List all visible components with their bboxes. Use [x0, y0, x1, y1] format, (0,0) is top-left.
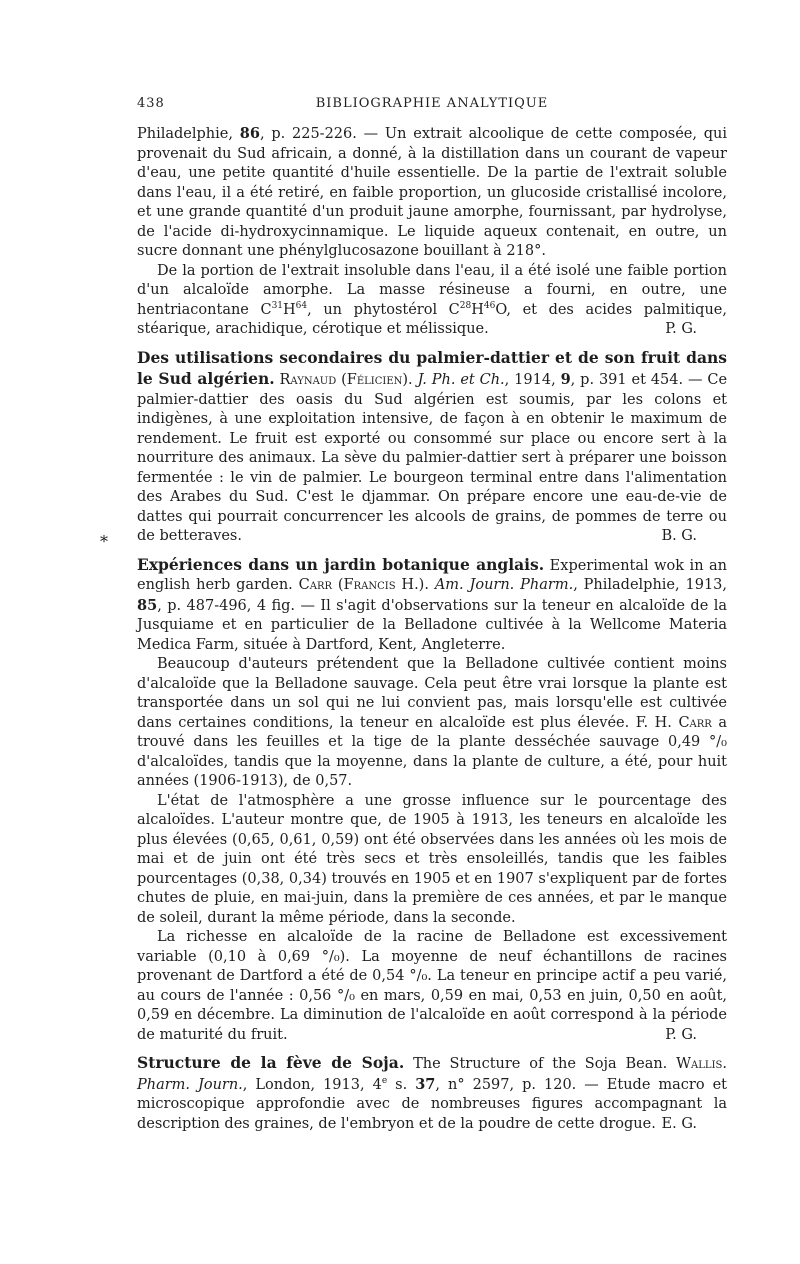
text: s. — [387, 1076, 416, 1093]
paragraph — [137, 262, 727, 340]
paragraph: L'état de l'atmosphère a une grosse influence sur le pourcentage des alcaloïdes. L'auteur montre que, de 1905 à 1913, les teneurs en alcaloïde les plus élevées (0,65, 0,61, 0,59) ont été observées dans les années où les mois de mai et de juin ont été très secs et très ensoleillés, tandis que les faibles pourcentages (0,38, 0,34) trouvés en 1905 et en 1907 s'expliquent par de fortes chutes de pluie, en mai-juin, dans la première de ces années, et par le manque de soleil, durant la même période, dans la seconde. — [137, 792, 727, 926]
text: , London, 1913, 4 — [242, 1076, 382, 1093]
entry-palmier-dattier — [137, 348, 727, 547]
entry-continuation — [137, 124, 727, 340]
journal: Pharm. Journ. — [137, 1076, 243, 1093]
text: , Philadelphie, 1913, — [573, 577, 727, 593]
subscript-number: 28 — [459, 300, 472, 311]
paragraph — [137, 928, 727, 1045]
english-title: The Structure of the Soja Bean. — [404, 1056, 677, 1072]
paragraph — [137, 124, 727, 262]
margin-mark: * — [100, 532, 108, 551]
text: Philadelphie, — [137, 126, 240, 142]
entry-jardin-botanique — [137, 555, 727, 1046]
signature: P. G. — [665, 321, 697, 337]
text: a trouvé dans les feuilles et la tige de la plante desséchée sauvage 0,49 °/₀ d'alcaloïdes, tandis que la moyenne, dans la plante de culture, a été, pour huit années (1906-1913), de 0,57. — [137, 714, 727, 789]
text: , n° 2597, p. 120. — Etude macro et microscopique approfondie avec de nombreuses figures accompagnant la description des graines, de l'embryon et de la poudre de cette drogue. — [137, 1076, 727, 1132]
paragraph — [137, 348, 727, 547]
page-number: 438 — [137, 96, 165, 111]
signature: P. G. — [665, 1026, 697, 1043]
entry-heading: Des utilisations secondaires du palmier-dattier et de son fruit dans le Sud algérien. — [137, 347, 727, 388]
author: Raynaud (Félicien). — [279, 372, 413, 388]
running-title: BIBLIOGRAPHIE ANALYTIQUE — [315, 96, 549, 111]
volume-number: 86 — [239, 125, 260, 142]
entry-feve-soja — [137, 1053, 727, 1134]
paragraph — [137, 1053, 727, 1134]
signature: B. G. — [661, 528, 697, 544]
running-head — [137, 96, 727, 116]
superscript: e — [381, 1075, 388, 1086]
english-title: Experimental wok in an english herb garden. — [137, 557, 728, 593]
text: , p. 487-496, 4 fig. — Il s'agit d'observations sur la teneur en alcaloïde de la Jusquiame et en particulier de la Belladone cultivée à la Wellcome Materia Medica Farm, située à Dartford, Kent, Angleterre. — [137, 597, 727, 653]
text: O, et des acides palmitique, stéarique, arachidique, cérotique et mélissique. — [137, 301, 727, 337]
article-body — [137, 124, 727, 1134]
paragraph — [137, 555, 727, 656]
entry-heading: Structure de la fève de Soja. — [137, 1053, 405, 1072]
text: , 1914, — [504, 372, 556, 388]
text: Beaucoup d'auteurs prétendent que la Belladone cultivée contient moins d'alcaloïde que la Belladone sauvage. Cela peut être vrai lorsque la plante est transportée dans un sol qui ne lui convient pas, mais lorsqu'elle est cultivée dans certaines conditions, la teneur en alcaloïde est plus élevée. F. H. — [137, 656, 727, 731]
entry-heading: Expériences dans un jardin botanique anglais. — [137, 554, 545, 574]
text: , un phytostérol C — [307, 301, 460, 318]
subscript-number: 46 — [483, 300, 496, 311]
volume-number: 85 — [137, 596, 158, 614]
volume-number: 37 — [415, 1075, 436, 1093]
text: De la portion de l'extrait insoluble dans l'eau, il a été isolé une faible portion d'un alcaloïde amorphe. La masse résineuse a fourni, en outre, une hentriacontane C — [137, 262, 727, 318]
text: La richesse en alcaloïde de la racine de Belladone est excessivement variable (0,10 à 0,69 °/₀). La moyenne de neuf échantillons de racines provenant de Dartford a été de 0,54 °/₀. La teneur en principe actif a peu varié, au cours de l'année : 0,56 °/₀ en mars, 0,59 en mai, 0,53 en juin, 0,50 en août, 0,59 en décembre. La diminution de l'alcaloïde en août correspond à la période de maturité du fruit. — [137, 929, 727, 1043]
author: Carr — [678, 714, 712, 731]
paragraph — [137, 655, 727, 792]
subscript-number: 31 — [271, 300, 284, 311]
subscript-number: 64 — [295, 300, 308, 311]
journal: J. Ph. et Ch. — [417, 372, 505, 388]
signature: E. G. — [661, 1115, 697, 1132]
author: Wallis. — [676, 1056, 727, 1072]
author: Carr (Francis H.). — [298, 577, 429, 593]
text: , p. 391 et 454. — Ce palmier-dattier des oasis du Sud algérien est soumis, par les colons et indigènes, à une exploitation intensive, de façon à en obtenir le maximum de rendement. Le fruit est exporté ou consommé sur place ou encore sert à la nourriture des animaux. La sève du palmier-dattier sert à préparer une boisson fermentée : le vin de palmier. Le bourgeon terminal entre dans l'alimentation des Arabes du Sud. C'est le djammar. On prépare encore une eau-de-vie de dattes qui pourrait concurrencer les alcools de grains, de pommes de terre ou de betteraves. — [137, 372, 728, 544]
journal: Am. Journ. Pharm. — [434, 577, 574, 593]
text: H — [471, 301, 484, 318]
text: H — [283, 301, 296, 318]
volume-number: 9 — [560, 371, 571, 388]
text: , p. 225-226. — Un extrait alcoolique de cette composée, qui provenait du Sud africain, a donné, à la distillation dans un courant de vapeur d'eau, une petite quantité d'huile essentielle. De la partie de l'extrait soluble dans l'eau, il a été retiré, en faible proportion, un glucoside cristallisé incolore, et une grande quantité d'un produit jaune amorphe, fournissant, par hydrolyse, de l'acide di-hydroxycinnamique. Le liquide aqueux contenait, en outre, un sucre donnant une phénylglucosazone bouillant à 218°. — [137, 126, 728, 259]
